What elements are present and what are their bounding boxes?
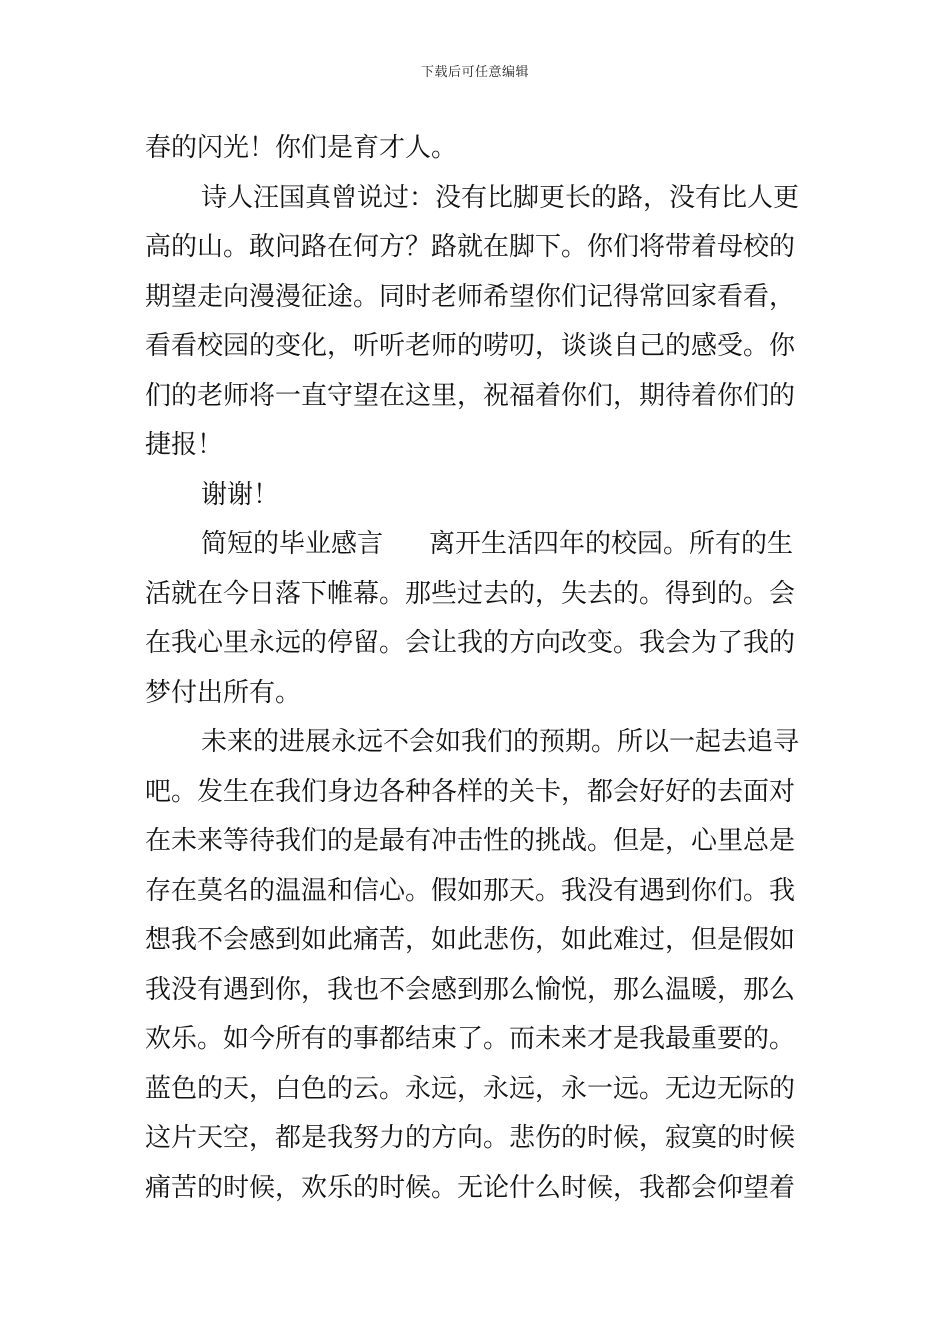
text-line: 吧。发生在我们身边各种各样的关卡，都会好好的去面对 [145, 776, 796, 807]
text-line: 看看校园的变化，听听老师的唠叨，谈谈自己的感受。你 [145, 331, 796, 361]
text-line: 高的山。敢问路在何方？路就在脚下。你们将带着母校的 [145, 232, 796, 262]
text-line: 期望走向漫漫征途。同时老师希望你们记得常回家看看， [145, 281, 796, 312]
section-title: 简短的毕业感言 [201, 529, 384, 559]
text-line: 蓝色的天，白色的云。永远，永远，永一远。无边无际的 [145, 1073, 796, 1104]
text-line: 想我不会感到如此痛苦，如此悲伤，如此难过，但是假如 [145, 925, 796, 955]
text-line: 痛苦的时候，欢乐的时候。无论什么时候，我都会仰望着 [145, 1172, 796, 1203]
text-line: 们的老师将一直守望在这里，祝福着你们，期待着你们的 [145, 380, 796, 411]
text-line: 这片天空，都是我努力的方向。悲伤的时候，寂寞的时候 [145, 1123, 796, 1153]
text-line: 欢乐。如今所有的事都结束了。而未来才是我最重要的。 [145, 1024, 796, 1054]
text-line: 我没有遇到你，我也不会感到那么愉悦，那么温暖，那么 [145, 974, 796, 1005]
page-header: 下载后可任意编辑 [420, 65, 529, 80]
text-line: 存在莫名的温温和信心。假如那天。我没有遇到你们。我 [145, 875, 796, 906]
text-line: 未来的进展永远不会如我们的预期。所以一起去追寻 [201, 727, 800, 757]
text-line: 捷报！ [145, 430, 224, 460]
text-line: 谢谢！ [201, 479, 280, 510]
document-body [145, 124, 809, 1213]
text-line: 在我心里永远的停留。会让我的方向改变。我会为了我的 [145, 628, 796, 658]
text-line: 诗人汪国真曾说过：没有比脚更长的路，没有比人更 [201, 182, 800, 213]
text-line: 在未来等待我们的是最有冲击性的挑战。但是，心里总是 [145, 826, 796, 856]
text-segment: 离开生活四年的校园。所有的生 [429, 529, 794, 559]
text-line [145, 520, 809, 570]
text-line: 春的闪光！你们是育才人。 [145, 133, 458, 163]
text-line: 活就在今日落下帷幕。那些过去的，失去的。得到的。会 [145, 578, 796, 609]
text-line: 梦付出所有。 [145, 677, 302, 708]
